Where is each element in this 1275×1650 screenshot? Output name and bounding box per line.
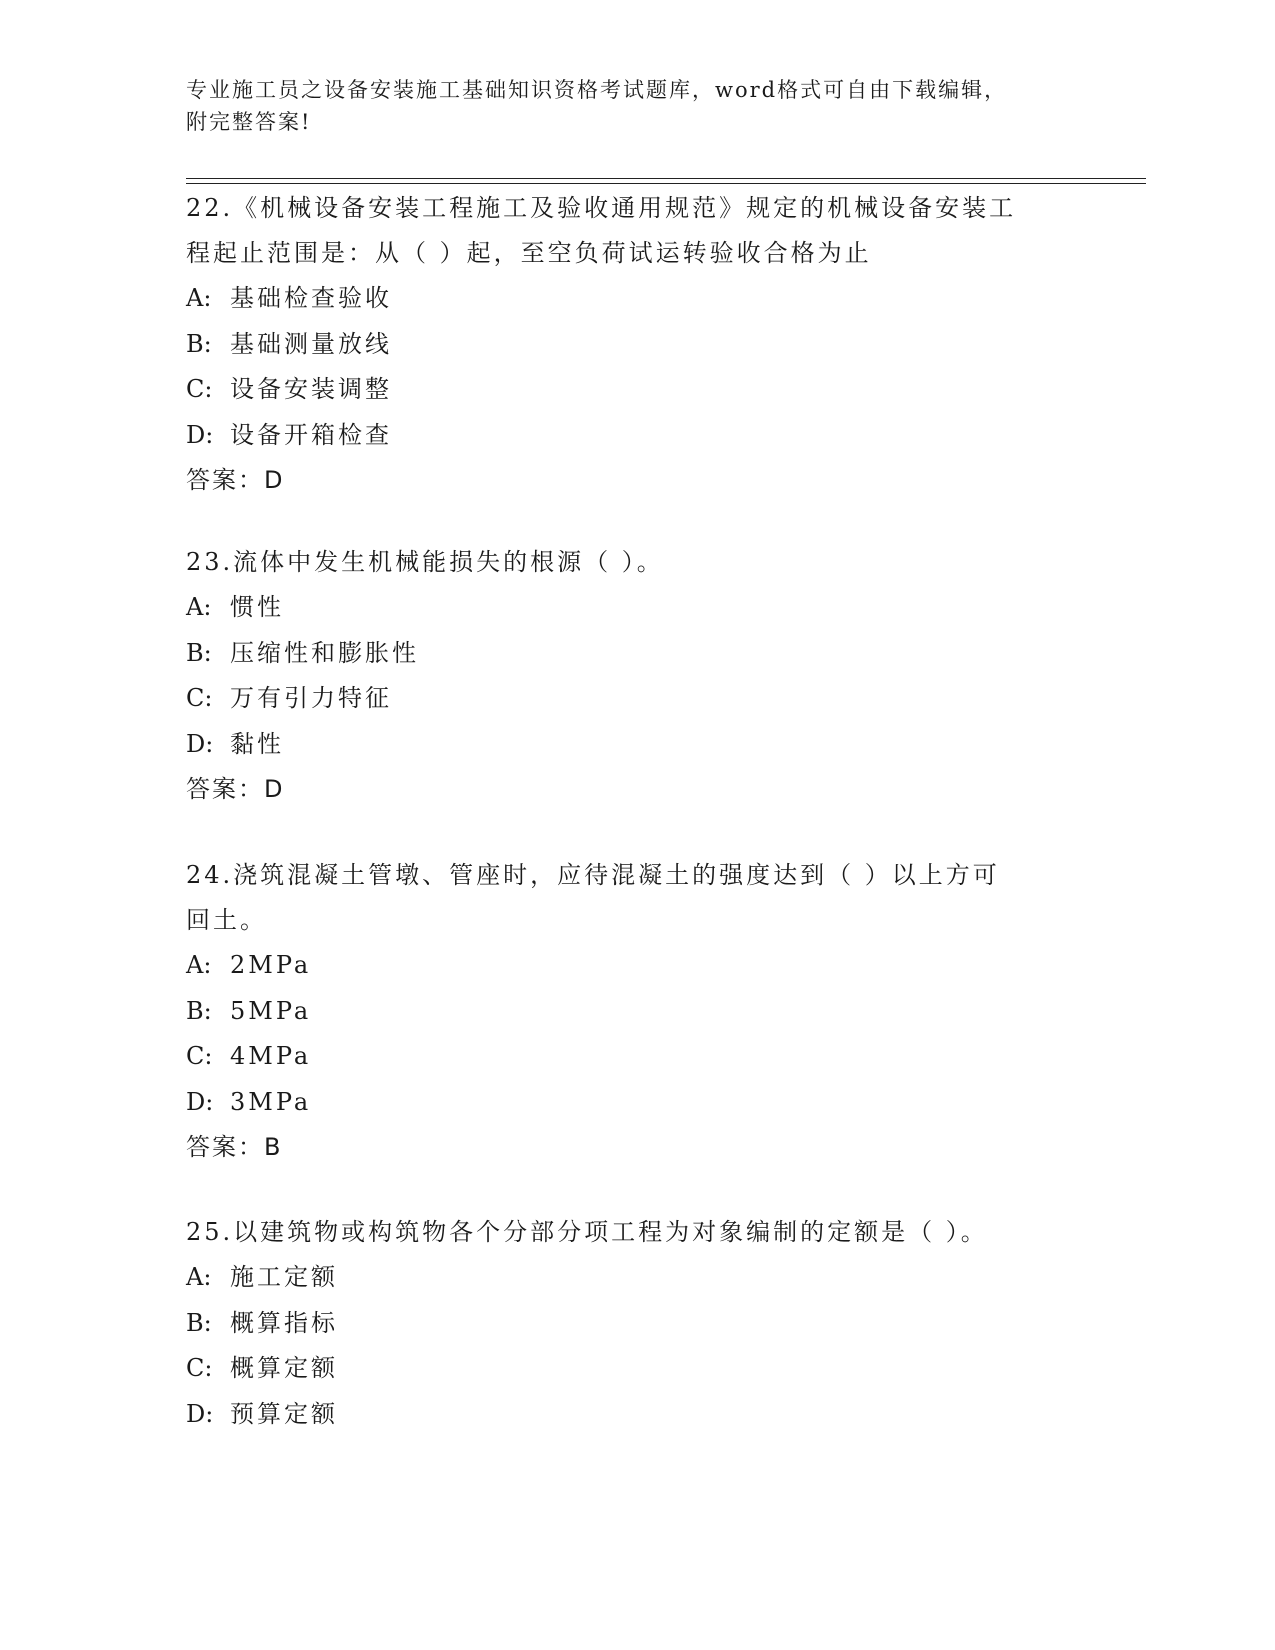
option-text: 预算定额: [230, 1399, 338, 1428]
option-letter: A:: [186, 593, 212, 621]
option-text: 5MPa: [230, 996, 312, 1025]
option-b: [186, 989, 1066, 1035]
option-letter: A:: [186, 284, 212, 312]
option-text: 4MPa: [230, 1042, 312, 1070]
question-stem-line: 22.《机械设备安装工程施工及验收通用规范》规定的机械设备安装工: [186, 194, 1017, 222]
option-text: 万有引力特征: [230, 684, 392, 712]
option-letter: D:: [186, 1399, 214, 1428]
option-b: [186, 631, 1066, 677]
document-header: [186, 74, 1086, 138]
option-letter: D:: [186, 420, 214, 449]
option-a: [186, 276, 1066, 322]
header-line-2: 附完整答案!: [186, 110, 312, 134]
header-line-1: 专业施工员之设备安装施工基础知识资格考试题库，word格式可自由下载编辑，: [186, 78, 1008, 102]
option-a: [186, 943, 1066, 989]
option-text: 3MPa: [230, 1087, 312, 1116]
option-b: [186, 322, 1066, 368]
option-letter: C:: [186, 375, 213, 403]
question-stem-line: 23.流体中发生机械能损失的根源（ ）。: [186, 548, 664, 576]
option-text: 压缩性和膨胀性: [230, 638, 419, 667]
question-23: [186, 540, 1066, 812]
answer-line: 答案：D: [186, 775, 285, 803]
option-text: 施工定额: [230, 1263, 338, 1291]
option-b: [186, 1301, 1066, 1347]
option-text: 惯性: [230, 593, 284, 621]
header-divider-bottom: [186, 183, 1146, 184]
option-d: [186, 413, 1066, 459]
answer-line: 答案：B: [186, 1133, 283, 1161]
option-c: [186, 1034, 1066, 1080]
option-letter: B:: [186, 996, 212, 1025]
option-a: [186, 1255, 1066, 1301]
option-text: 概算指标: [230, 1308, 338, 1337]
option-d: [186, 1392, 1066, 1438]
option-text: 基础检查验收: [230, 284, 392, 312]
option-text: 设备开箱检查: [230, 420, 392, 449]
question-stem-line: 程起止范围是：从（ ）起，至空负荷试运转验收合格为止: [186, 239, 872, 267]
option-letter: A:: [186, 1263, 212, 1291]
question-22: [186, 186, 1066, 503]
option-letter: B:: [186, 1308, 212, 1337]
option-letter: C:: [186, 1042, 213, 1070]
option-letter: B:: [186, 329, 212, 358]
option-text: 黏性: [230, 729, 284, 758]
header-divider-top: [186, 178, 1146, 179]
question-25: [186, 1210, 1066, 1437]
question-stem-line: 24.浇筑混凝土管墩、管座时，应待混凝土的强度达到（ ）以上方可: [186, 861, 1000, 889]
option-letter: D:: [186, 729, 214, 758]
option-text: 基础测量放线: [230, 329, 392, 358]
option-c: [186, 1346, 1066, 1392]
question-stem-line: 25.以建筑物或构筑物各个分部分项工程为对象编制的定额是（ ）。: [186, 1218, 988, 1246]
option-letter: C:: [186, 1354, 213, 1382]
option-letter: C:: [186, 684, 213, 712]
question-stem-line: 回土。: [186, 906, 267, 934]
option-d: [186, 1080, 1066, 1126]
option-letter: D:: [186, 1087, 214, 1116]
answer-line: 答案：D: [186, 466, 285, 494]
option-text: 2MPa: [230, 951, 312, 979]
option-letter: B:: [186, 638, 212, 667]
option-text: 概算定额: [230, 1354, 338, 1382]
option-letter: A:: [186, 951, 212, 979]
option-d: [186, 722, 1066, 768]
option-text: 设备安装调整: [230, 375, 392, 403]
question-24: [186, 853, 1066, 1170]
option-a: [186, 585, 1066, 631]
option-c: [186, 367, 1066, 413]
option-c: [186, 676, 1066, 722]
